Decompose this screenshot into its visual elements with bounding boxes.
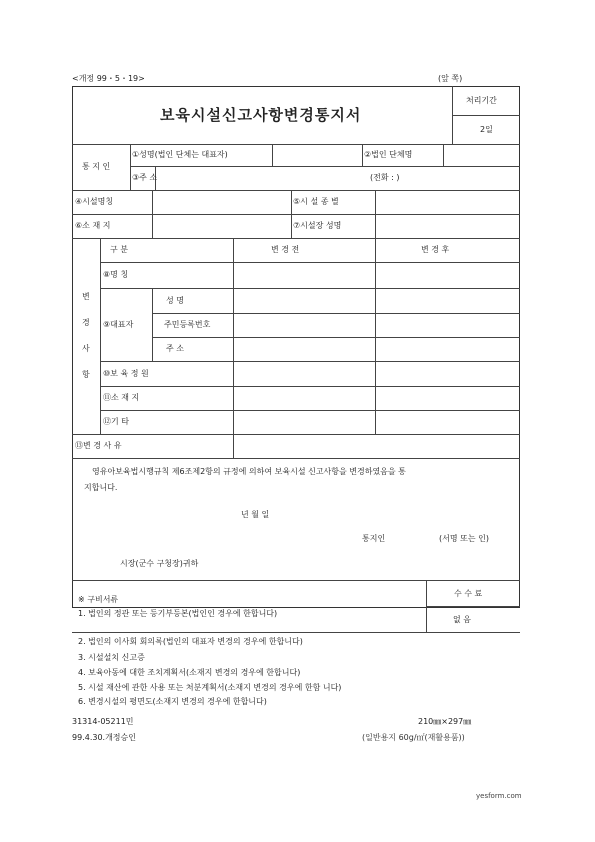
document-item: 2. 법인의 이사회 회의록(법인의 대표자 변경의 경우에 한합니다) <box>78 637 303 646</box>
paper-note: (일반용지 60g/㎡(재활용품)) <box>362 733 465 742</box>
paper-size: 210㎜×297㎜ <box>418 717 472 726</box>
watermark: yesform.com <box>476 792 522 800</box>
col-header-before: 변 경 전 <box>271 245 300 254</box>
reason-field[interactable] <box>234 435 519 457</box>
before-capacity-field[interactable] <box>234 362 374 385</box>
row-rep-id-label: 주민등록번호 <box>164 320 211 329</box>
row-capacity-label: ⑩보 육 정 원 <box>103 369 149 378</box>
form-title: 보육시설신고사항변경통지서 <box>160 106 362 124</box>
changes-group-label-2: 경 <box>82 318 90 327</box>
document-item: 1. 법인의 정관 또는 등기부등본(법인인 경우에 한합니다) <box>78 609 278 618</box>
statement-notifier-label: 통지인 <box>362 534 386 543</box>
facility-head-label: ⑦시설장 성명 <box>293 221 342 230</box>
changes-group-label-4: 항 <box>82 370 90 379</box>
form-code: 31314-05211민 <box>72 717 134 726</box>
notifier-org-label: ②법인 단체명 <box>364 150 413 159</box>
processing-period-value: 2일 <box>480 125 493 134</box>
before-rep-id-field[interactable] <box>234 314 374 336</box>
after-rep-id-field[interactable] <box>376 314 519 336</box>
col-header-item: 구 분 <box>110 245 128 254</box>
divider <box>452 86 453 144</box>
changes-group-label-1: 변 <box>82 292 90 301</box>
document-item: 3. 시설설치 신고증 <box>78 653 145 662</box>
changes-group-label-3: 사 <box>82 344 90 353</box>
divider <box>426 606 520 607</box>
facility-type-label: ⑤시 설 종 별 <box>293 197 339 206</box>
divider <box>452 115 520 116</box>
revision-note: <개정 99・5・19> <box>72 74 145 83</box>
statement-signature[interactable]: (서명 또는 인) <box>439 534 489 543</box>
row-name-label: ⑧명 칭 <box>103 270 129 279</box>
before-rep-name-field[interactable] <box>234 289 374 312</box>
row-reason-label: ⑬변 경 사 유 <box>75 441 122 450</box>
row-rep-name-label: 성 명 <box>166 296 184 305</box>
row-other-label: ⑫기 타 <box>103 417 129 426</box>
facility-name-field[interactable] <box>153 191 290 213</box>
after-name-field[interactable] <box>376 263 519 287</box>
divider <box>72 580 520 581</box>
page-side-label: (앞 쪽) <box>438 74 463 83</box>
divider <box>100 238 101 434</box>
notifier-address-label: ③주 소 <box>132 173 158 182</box>
processing-period-label: 처리기간 <box>466 96 497 105</box>
approval-note: 99.4.30.개정승인 <box>72 733 136 742</box>
notifier-address-field[interactable] <box>156 167 356 189</box>
divider <box>291 190 292 238</box>
facility-name-label: ④시설명칭 <box>75 197 114 206</box>
document-item: 6. 변경시설의 평면도(소재지 변경의 경우에 한합니다) <box>78 697 267 706</box>
notifier-name-field[interactable] <box>273 145 361 165</box>
before-other-field[interactable] <box>234 411 374 433</box>
after-capacity-field[interactable] <box>376 362 519 385</box>
after-rep-address-field[interactable] <box>376 338 519 360</box>
document-item: 4. 보육아동에 대한 조치계획서(소재지 변경의 경우에 한합니다) <box>78 668 301 677</box>
statement-date[interactable]: 년 월 일 <box>241 510 270 519</box>
divider <box>72 632 520 633</box>
documents-title: ※ 구비서류 <box>78 595 119 604</box>
row-rep-address-label: 주 소 <box>166 344 184 353</box>
statement-addressee: 시장(군수 구청장)귀하 <box>120 559 199 568</box>
before-location-field[interactable] <box>234 387 374 409</box>
divider <box>152 288 153 361</box>
facility-location-label: ⑥소 재 지 <box>75 221 111 230</box>
divider <box>362 144 363 166</box>
facility-head-field[interactable] <box>376 215 519 237</box>
divider <box>72 238 520 239</box>
after-rep-name-field[interactable] <box>376 289 519 312</box>
before-rep-address-field[interactable] <box>234 338 374 360</box>
divider <box>130 144 131 190</box>
before-name-field[interactable] <box>234 263 374 287</box>
notifier-group-label: 통 지 인 <box>82 162 111 171</box>
after-other-field[interactable] <box>376 411 519 433</box>
notifier-name-label: ①성명(법인 단체는 대표자) <box>132 150 228 159</box>
fee-value: 없 음 <box>453 615 471 624</box>
after-location-field[interactable] <box>376 387 519 409</box>
statement-line-2: 지합니다. <box>84 483 118 492</box>
col-header-after: 변 경 후 <box>421 245 450 254</box>
facility-type-field[interactable] <box>376 191 519 213</box>
statement-line-1: 영유아보육법시행규칙 제6조제2항의 규정에 의하여 보육시설 신고사항을 변경하였음을 통 <box>92 467 406 476</box>
notifier-phone[interactable]: (전화 : ) <box>370 173 400 182</box>
facility-location-field[interactable] <box>153 215 290 237</box>
divider <box>426 580 427 632</box>
notifier-org-field[interactable] <box>444 145 519 165</box>
row-rep-label: ⑨대표자 <box>103 320 134 329</box>
row-location-label: ⑪소 재 지 <box>103 393 140 402</box>
divider <box>72 458 520 459</box>
document-item: 5. 시설 재산에 관한 사용 또는 처분계획서(소재지 변경의 경우에 한함 니다) <box>78 683 342 692</box>
fee-label: 수 수 료 <box>454 589 483 598</box>
